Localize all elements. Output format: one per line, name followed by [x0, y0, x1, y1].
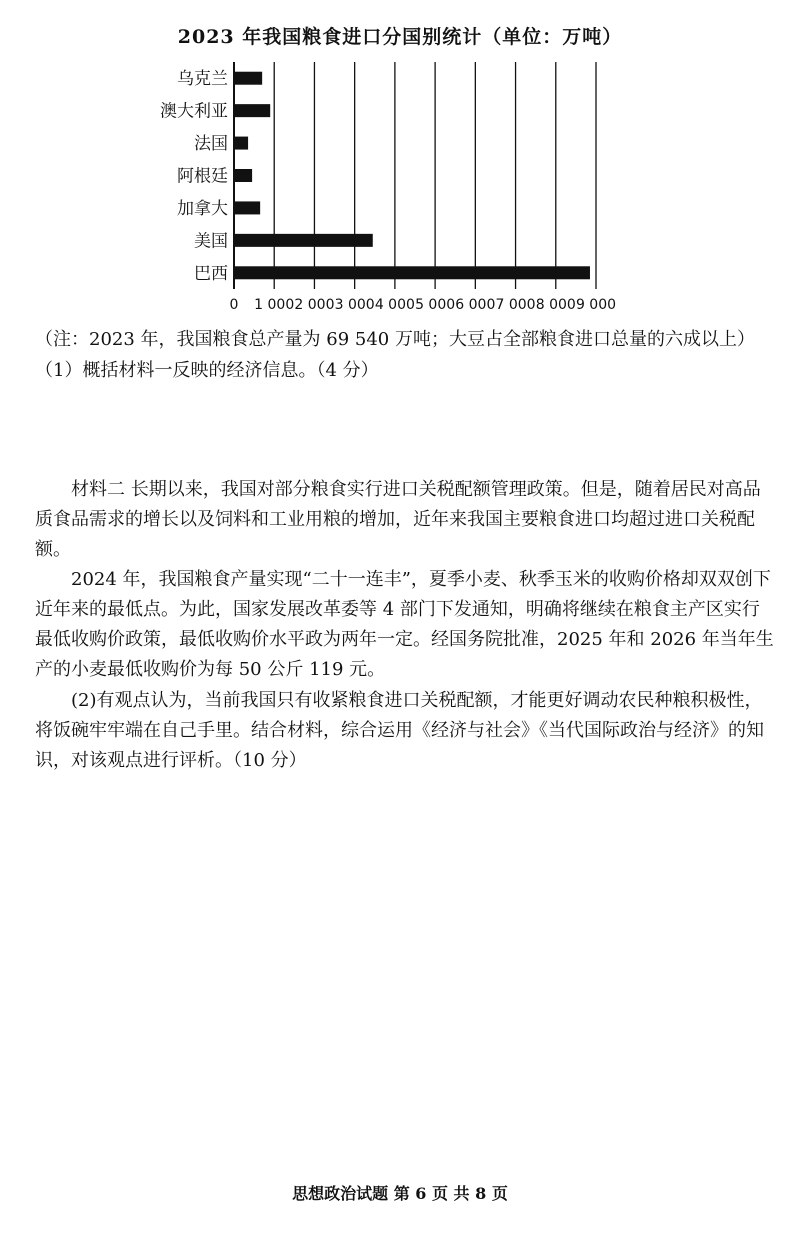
- x-tick-label: 2 000: [294, 297, 335, 313]
- bar: [234, 234, 373, 247]
- category-label: 法国: [194, 134, 228, 155]
- category-label: 澳大利亚: [160, 101, 228, 122]
- bar: [234, 137, 248, 150]
- category-label: 加拿大: [177, 198, 228, 219]
- x-tick-label: 0: [229, 297, 239, 313]
- question-1: （1）概括材料一反映的经济信息。（4 分）: [35, 360, 379, 381]
- x-tick-label: 1 000: [254, 297, 295, 313]
- material-2-paragraph-1: 材料二 长期以来，我国对部分粮食实行进口关税配额管理政策。但是，随着居民对高品质食品需求的增长以及饲料和工业用粮的增加，近年来我国主要粮食进口均超过进口关税配额。: [35, 479, 761, 560]
- chart-x-labels: [230, 297, 617, 313]
- bar: [234, 104, 270, 117]
- bar: [234, 266, 590, 279]
- x-tick-label: 3 000: [334, 297, 375, 313]
- bar: [234, 201, 260, 214]
- chart-y-labels: [160, 69, 228, 284]
- chart-note: （注：2023 年，我国粮食总产量为 69 540 万吨；大豆占全部粮食进口总量的六成以上）: [35, 329, 755, 350]
- x-tick-label: 9 000: [575, 297, 617, 313]
- x-tick-label: 4 000: [374, 297, 415, 313]
- bar: [234, 169, 252, 182]
- material-2-paragraph-2: 2024 年，我国粮食产量实现“二十一连丰”，夏季小麦、秋季玉米的收购价格却双双创下近年来的最低点。为此，国家发展改革委等 4 部门下发通知，明确将继续在粮食主产区实行最低收购价政策，最低收购价水平政为两年一定。经国务院批准，2025 年和 2026 年当年生产的小麦最低收购价为每 50 公斤 119 元。: [35, 569, 774, 680]
- chart-title: 2023 年我国粮食进口分国别统计（单位：万吨）: [177, 26, 623, 48]
- bar-chart: [0, 0, 800, 320]
- bar: [234, 72, 262, 85]
- x-tick-label: 8 000: [535, 297, 576, 313]
- chart-grid: [234, 62, 596, 289]
- category-label: 乌克兰: [177, 69, 228, 90]
- category-label: 阿根廷: [177, 166, 228, 187]
- category-label: 美国: [194, 231, 228, 252]
- x-tick-label: 5 000: [415, 297, 456, 313]
- x-tick-label: 6 000: [455, 297, 496, 313]
- x-tick-label: 7 000: [495, 297, 536, 313]
- category-label: 巴西: [194, 263, 228, 284]
- page-footer: 思想政治试题 第 6 页 共 8 页: [292, 1184, 508, 1203]
- question-2: (2)有观点认为，当前我国只有收紧粮食进口关税配额，才能更好调动农民种粮积极性，将饭碗牢牢端在自己手里。结合材料，综合运用《经济与社会》《当代国际政治与经济》的知识，对该观点进行评析。（10 分）: [35, 690, 764, 771]
- chart-bars: [234, 72, 590, 280]
